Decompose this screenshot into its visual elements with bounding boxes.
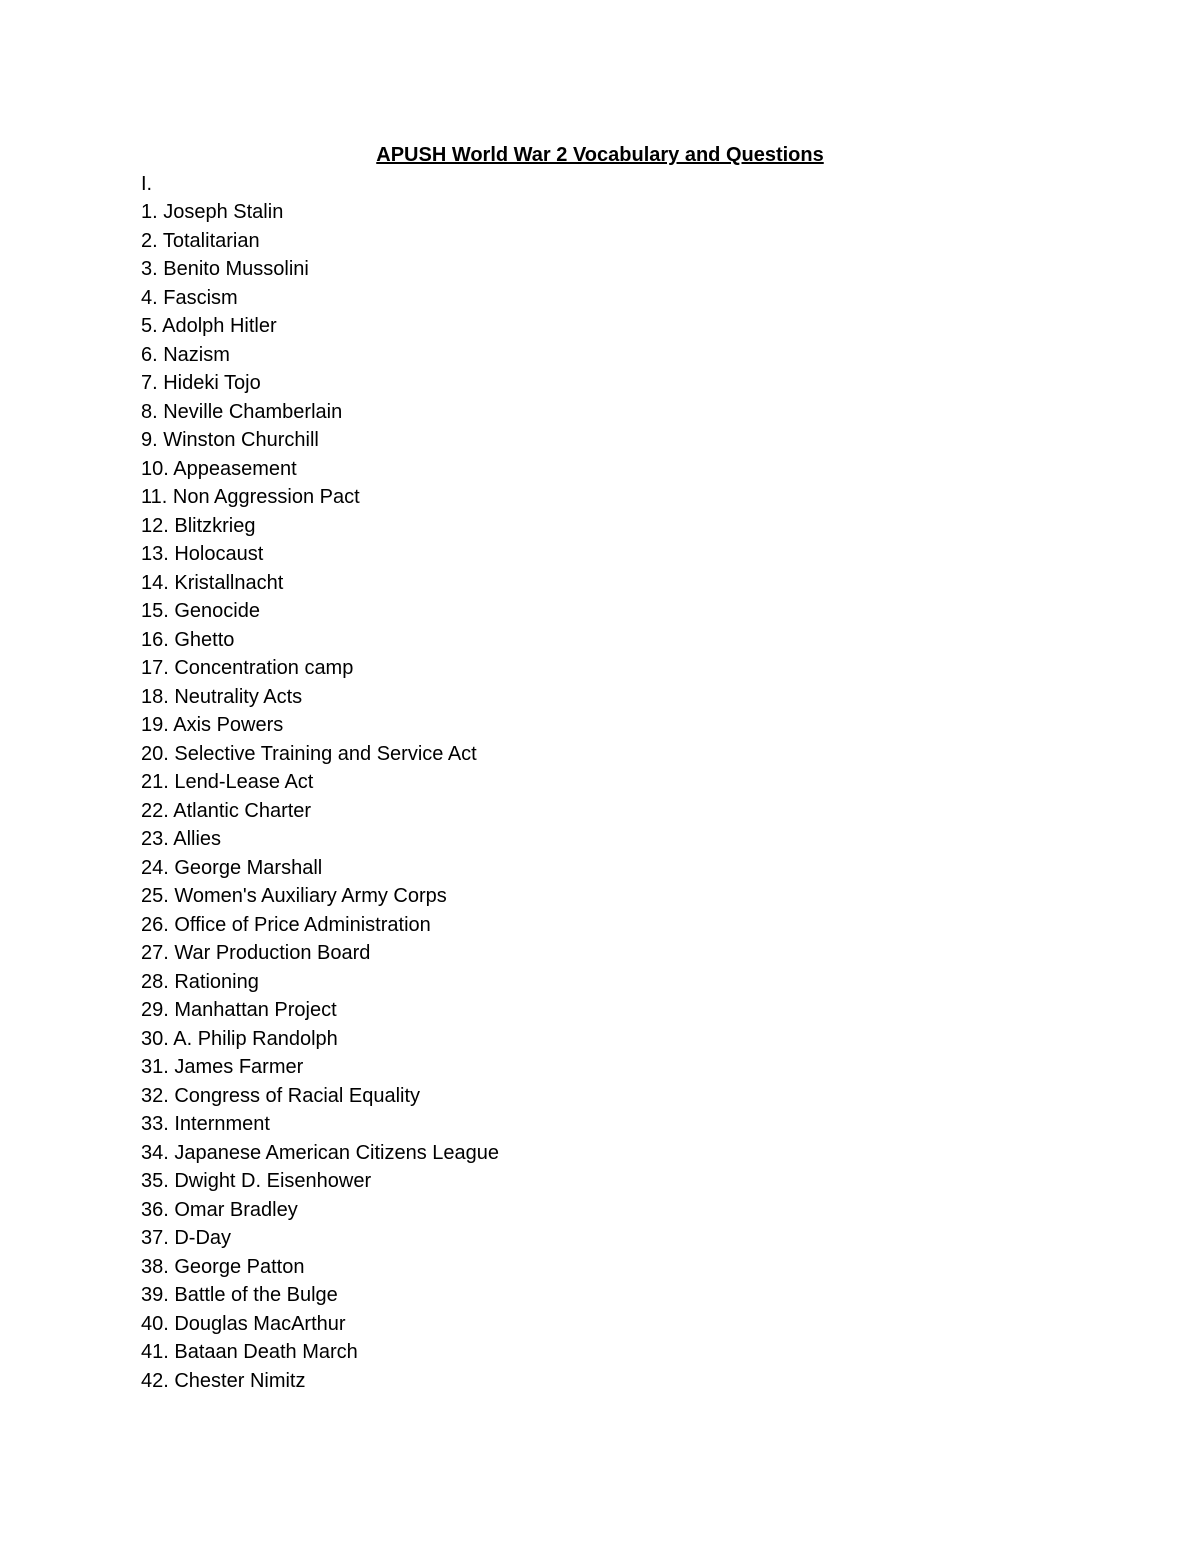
vocab-item: 38. George Patton	[141, 1255, 305, 1278]
vocab-item: 4. Fascism	[141, 286, 238, 309]
vocab-item: 18. Neutrality Acts	[141, 685, 303, 708]
vocab-item: 30. A. Philip Randolph	[141, 1027, 338, 1050]
vocab-item: 2. Totalitarian	[141, 229, 260, 252]
vocab-item: 14. Kristallnacht	[141, 571, 284, 594]
vocab-item: 12. Blitzkrieg	[141, 514, 256, 537]
vocab-item: 9. Winston Churchill	[141, 429, 319, 451]
vocab-list	[141, 198, 499, 1395]
vocab-item: 23. Allies	[141, 828, 222, 850]
vocab-item: 35. Dwight D. Eisenhower	[141, 1170, 372, 1192]
section-label: I.	[141, 173, 153, 195]
vocab-item: 5. Adolph Hitler	[141, 315, 277, 337]
vocab-item: 29. Manhattan Project	[141, 999, 337, 1021]
vocab-item: 6. Nazism	[141, 343, 230, 366]
vocab-item: 31. James Farmer	[141, 1056, 304, 1078]
vocab-item: 26. Office of Price Administration	[141, 913, 431, 936]
vocab-item: 3. Benito Mussolini	[141, 258, 309, 280]
vocab-item: 19. Axis Powers	[141, 714, 284, 736]
vocab-item: 42. Chester Nimitz	[141, 1369, 306, 1392]
vocab-item: 24. George Marshall	[141, 856, 323, 879]
vocab-item: 20. Selective Training and Service Act	[141, 742, 477, 765]
vocab-item: 13. Holocaust	[141, 543, 264, 565]
vocab-item: 16. Ghetto	[141, 628, 235, 651]
vocab-item: 25. Women's Auxiliary Army Corps	[141, 885, 447, 907]
document-title: APUSH World War 2 Vocabulary and Questions	[376, 144, 824, 166]
vocab-item: 7. Hideki Tojo	[141, 372, 261, 394]
vocab-item: 27. War Production Board	[141, 942, 371, 964]
vocab-item: 22. Atlantic Charter	[141, 799, 312, 822]
vocab-item: 8. Neville Chamberlain	[141, 400, 343, 423]
vocab-item: 41. Bataan Death March	[141, 1341, 358, 1363]
vocab-item: 33. Internment	[141, 1113, 270, 1135]
vocab-item: 34. Japanese American Citizens League	[141, 1141, 500, 1164]
vocab-item: 28. Rationing	[141, 970, 259, 993]
vocab-item: 21. Lend-Lease Act	[141, 771, 314, 793]
vocab-item: 17. Concentration camp	[141, 657, 354, 679]
vocab-item: 10. Appeasement	[141, 457, 297, 480]
vocab-item: 37. D-Day	[141, 1227, 232, 1249]
vocab-item: 15. Genocide	[141, 600, 260, 622]
vocab-item: 1. Joseph Stalin	[141, 201, 284, 223]
vocab-item: 39. Battle of the Bulge	[141, 1284, 338, 1306]
vocab-item: 32. Congress of Racial Equality	[141, 1084, 421, 1107]
vocab-item: 40. Douglas MacArthur	[141, 1312, 346, 1335]
vocab-item: 11. Non Aggression Pact	[141, 486, 360, 508]
vocab-item: 36. Omar Bradley	[141, 1198, 298, 1221]
